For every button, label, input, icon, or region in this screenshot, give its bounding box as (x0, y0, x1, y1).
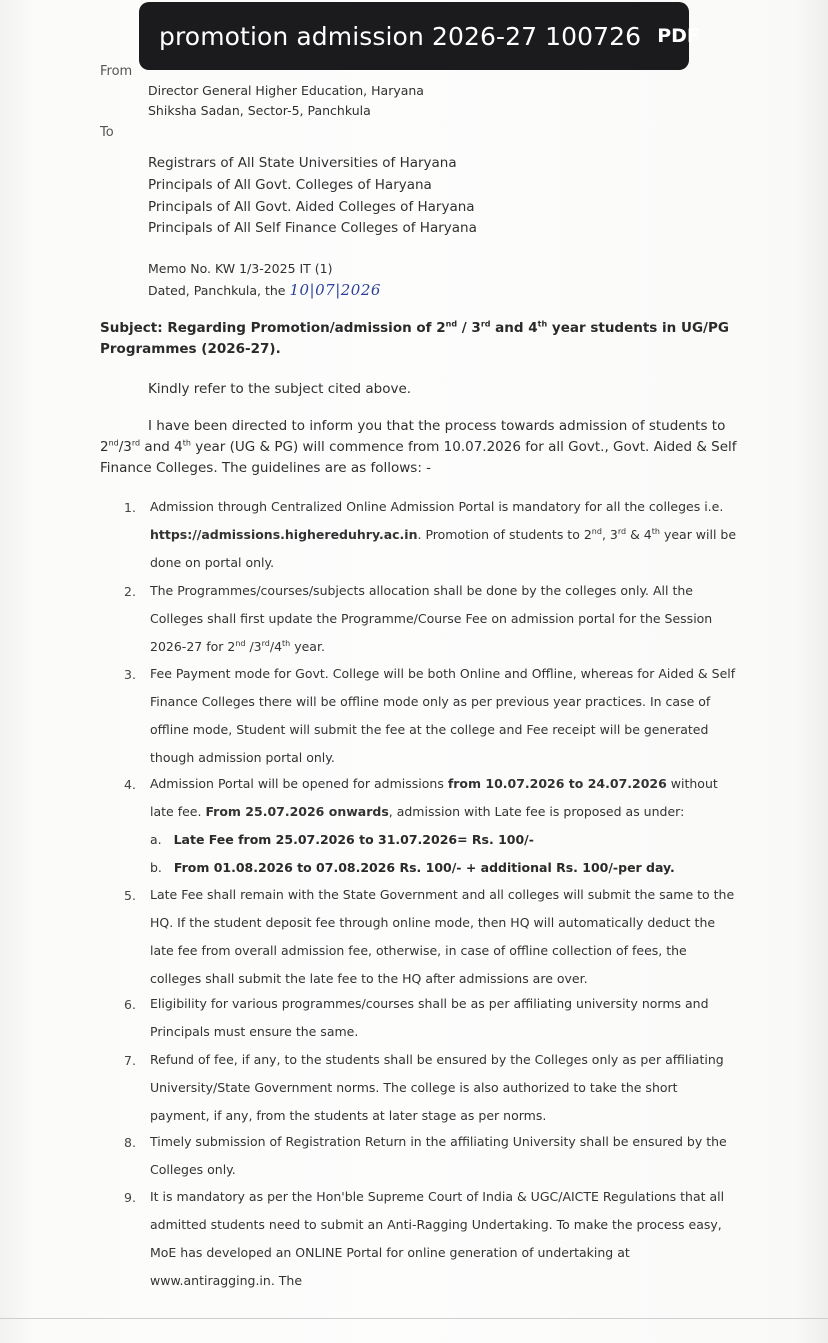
pdf-badge: PDF (657, 25, 700, 47)
list-item: Timely submission of Registration Return in the affiliating University shall be ensured by the Colleges only. (150, 1134, 727, 1177)
page-bottom-edge (0, 1318, 828, 1319)
list-item: Fee Payment mode for Govt. College will be both Online and Offline, whereas for Aided & Self Finance Colleges there will be offline mode only as per previous year practices. In case of offline mode, Student will submit the fee at the college and Fee receipt will be generated though admission portal only. (150, 666, 736, 765)
from-line: Shiksha Sadan, Sector-5, Panchkula (148, 103, 371, 118)
memo-number: Memo No. KW 1/3-2025 IT (1) (148, 261, 333, 276)
item-number: 2. (124, 584, 136, 599)
document-title-bar[interactable] (139, 2, 700, 70)
intro-paragraph: Kindly refer to the subject cited above. (148, 381, 412, 397)
list-item: Late Fee shall remain with the State Government and all colleges will submit the same to the HQ. If the student deposit fee through online mode, then HQ will automatically deduct the late fee from overall admission fee, otherwise, in case of offline collection of fees, the colleges shall submit the late fee to the HQ after admissions are over. (150, 887, 735, 986)
item-number: 3. (124, 667, 136, 682)
item-number: 4. (124, 777, 136, 792)
sub-item-b (150, 860, 675, 875)
item-number: 5. (124, 888, 136, 903)
item-number: 9. (124, 1190, 136, 1205)
subject-line: Subject: Regarding Promotion/admission of 2nd / 3rd and 4th year students in UG/PG Programmes (2026-27). (100, 319, 729, 357)
sub-item-a (150, 832, 534, 847)
list-item: Admission through Centralized Online Admission Portal is mandatory for all the colleges i.e. https://admissions.highereduhry.ac.in. Promotion of students to 2nd, 3rd & 4th year will be done on portal only. (150, 499, 737, 570)
dated-line (148, 281, 381, 299)
to-line: Principals of All Govt. Colleges of Haryana (148, 177, 432, 193)
list-item: Refund of fee, if any, to the students shall be ensured by the Colleges only as per affiliating University/State Government norms. The college is also authorized to take the short payment, if any, from the students at later stage as per norms. (150, 1052, 724, 1123)
sub-item-letter: a. (150, 832, 162, 847)
handwritten-date: 10|07|2026 (289, 281, 381, 299)
sub-item-letter: b. (150, 860, 162, 875)
sub-item-text: From 01.08.2026 to 07.08.2026 Rs. 100/- + additional Rs. 100/-per day. (173, 860, 675, 875)
list-item: Eligibility for various programmes/courses shall be as per affiliating university norms and Principals must ensure the same. (150, 996, 709, 1039)
to-label: To (100, 125, 114, 140)
from-line: Director General Higher Education, Haryana (148, 83, 424, 98)
to-line: Principals of All Self Finance Colleges of Haryana (148, 220, 477, 236)
item-number: 8. (124, 1135, 136, 1150)
body-paragraph: I have been directed to inform you that the process towards admission of students to 2nd/3rd and 4th year (UG & PG) will commence from 10.07.2026 for all Govt., Govt. Aided & Self Finance Colleges. The guidelines are as follows: - (100, 418, 737, 476)
document-title: promotion admission 2026-27 100726 (159, 21, 642, 51)
list-item: Admission Portal will be opened for admissions from 10.07.2026 to 24.07.2026 without late fee. From 25.07.2026 onwards, admission with Late fee is proposed as under: (150, 776, 718, 819)
item-number: 6. (124, 997, 136, 1012)
dated-prefix: Dated, Panchkula, the (148, 283, 286, 298)
sub-item-text: Late Fee from 25.07.2026 to 31.07.2026= Rs. 100/- (173, 832, 534, 847)
to-line: Principals of All Govt. Aided Colleges of Haryana (148, 199, 475, 215)
to-line: Registrars of All State Universities of Haryana (148, 155, 457, 171)
item-number: 1. (124, 500, 136, 515)
from-label: From (100, 64, 133, 79)
list-item: The Programmes/courses/subjects allocation shall be done by the colleges only. All the Colleges shall first update the Programme/Course Fee on admission portal for the Session 2026-27 for 2nd /3rd/4th year. (150, 583, 713, 654)
list-item: It is mandatory as per the Hon'ble Supreme Court of India & UGC/AICTE Regulations that all admitted students need to submit an Anti-Ragging Undertaking. To make the process easy, MoE has developed an ONLINE Portal for online generation of undertaking at www.antiragging.in. The (150, 1189, 725, 1288)
item-number: 7. (124, 1053, 136, 1068)
